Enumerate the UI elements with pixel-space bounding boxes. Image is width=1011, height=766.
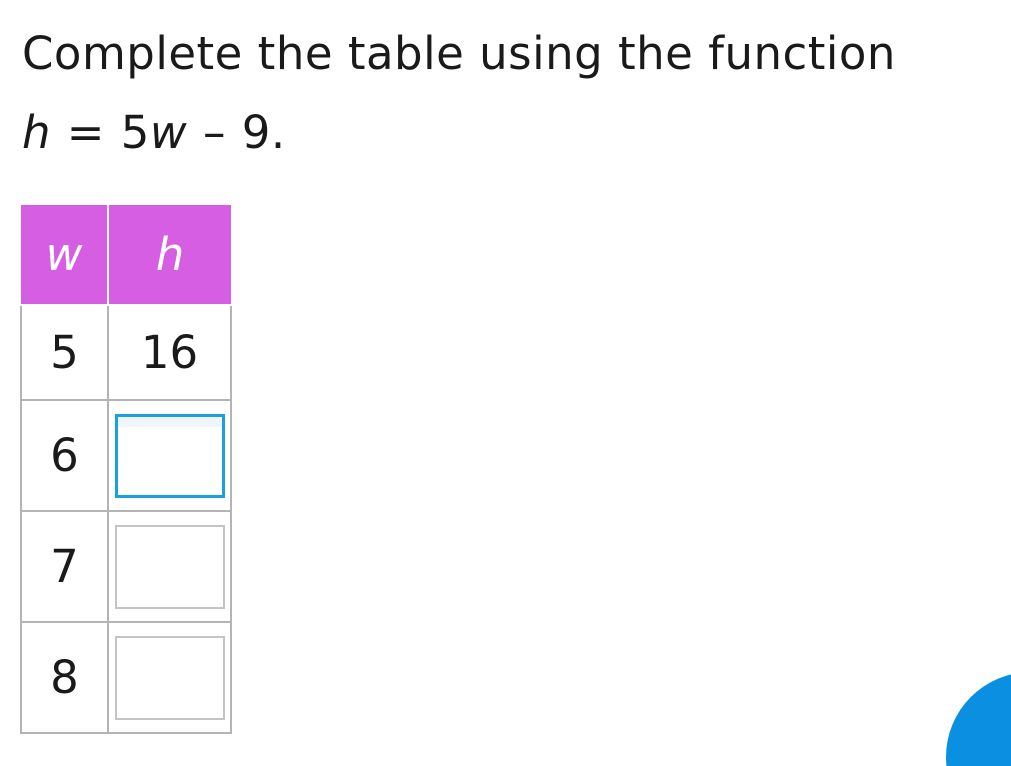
equation-coefficient: 5 (120, 106, 150, 159)
table-row (21, 400, 231, 511)
header-w: w (21, 205, 108, 305)
table-header-row (21, 205, 231, 305)
table-row (21, 511, 231, 622)
header-h: h (108, 205, 231, 305)
table-row (21, 305, 231, 400)
cell-w: 8 (21, 622, 108, 733)
cell-h: 16 (108, 305, 231, 400)
equation-minus: – (202, 106, 226, 159)
equation-equals: = (66, 106, 105, 159)
answer-input-w8[interactable] (115, 636, 225, 720)
cell-w: 6 (21, 400, 108, 511)
cell-h-input-wrapper (108, 400, 231, 511)
submit-button[interactable] (946, 672, 1011, 766)
function-table (20, 205, 232, 734)
prompt-equation (22, 93, 896, 172)
equation-var-h: h (22, 106, 52, 159)
cell-h-input-wrapper (108, 622, 231, 733)
equation-var-w: w (149, 106, 188, 159)
cell-w: 7 (21, 511, 108, 622)
answer-input-w7[interactable] (115, 525, 225, 609)
table-row (21, 622, 231, 733)
cell-w: 5 (21, 305, 108, 400)
answer-input-w6[interactable] (115, 414, 225, 498)
problem-prompt (22, 14, 896, 172)
equation-constant: 9. (241, 106, 286, 159)
cell-h-input-wrapper (108, 511, 231, 622)
prompt-line-1: Complete the table using the function (22, 27, 896, 80)
